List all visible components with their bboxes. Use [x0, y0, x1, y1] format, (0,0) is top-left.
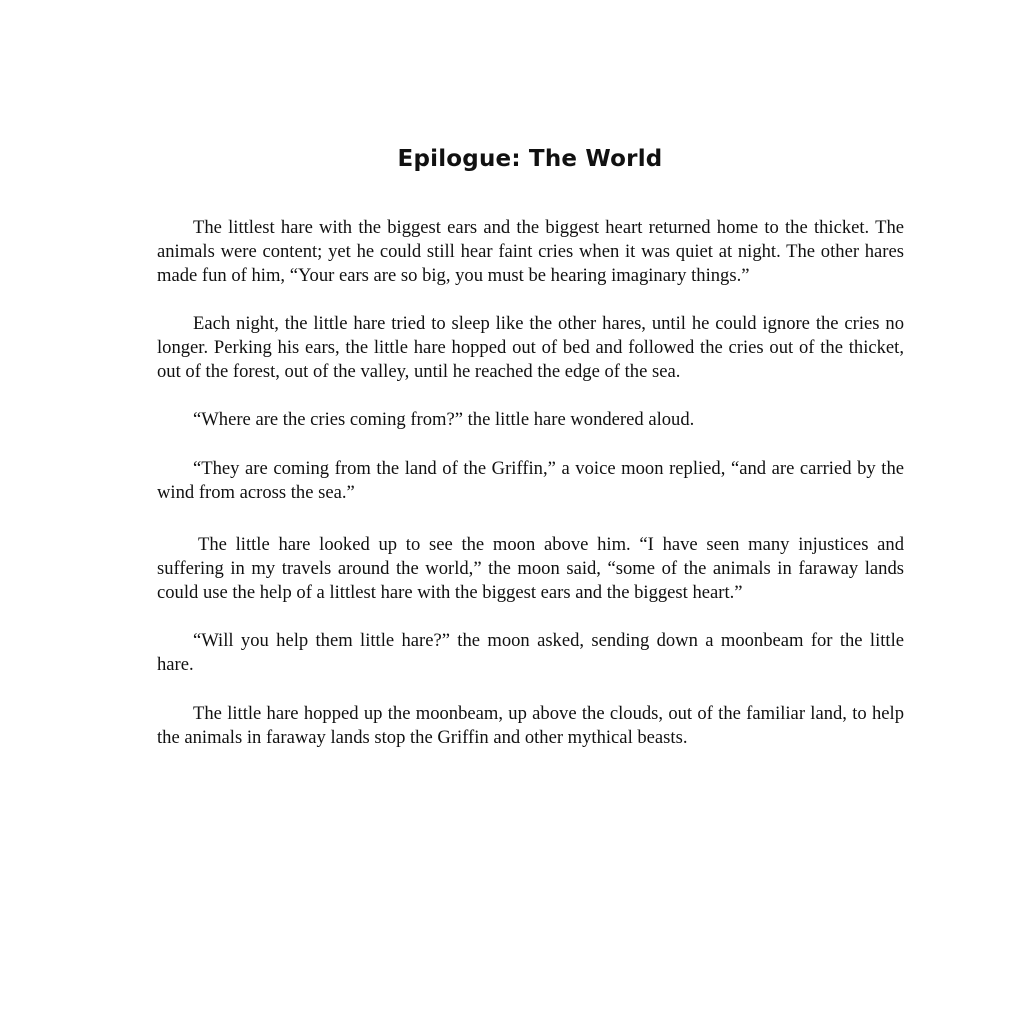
paragraph-7: The little hare hopped up the moonbeam, up above the clouds, out of the familiar land, to help the animals in faraway lands stop the Griffin and other mythical beasts. — [157, 703, 904, 749]
paragraph-4: “They are coming from the land of the Griffin,” a voice moon replied, “and are carried by the wind from across the sea.” — [157, 458, 904, 504]
paragraph-2: Each night, the little hare tried to sleep like the other hares, until he could ignore the cries no longer. Perking his ears, the little hare hopped out of bed and followed the cries out of the thicket, out of the forest, out of the valley, until he reached the edge of the sea. — [157, 313, 904, 383]
paragraph-3: “Where are the cries coming from?” the little hare wondered aloud. — [193, 409, 695, 430]
paragraph-5: The little hare looked up to see the moon above him. “I have seen many injustices and suffering in my travels around the world,” the moon said, “some of the animals in faraway lands could use the help of a littlest hare with the biggest ears and the biggest heart.” — [157, 534, 904, 604]
chapter-title: Epilogue: The World — [397, 146, 663, 172]
paragraph-1: The littlest hare with the biggest ears and the biggest heart returned home to the thicket. The animals were content; yet he could still hear faint cries when it was quiet at night. The other hares made fun of him, “Your ears are so big, you must be hearing imaginary things.” — [157, 217, 904, 287]
paragraph-6: “Will you help them little hare?” the moon asked, sending down a moonbeam for the little hare. — [157, 630, 904, 676]
